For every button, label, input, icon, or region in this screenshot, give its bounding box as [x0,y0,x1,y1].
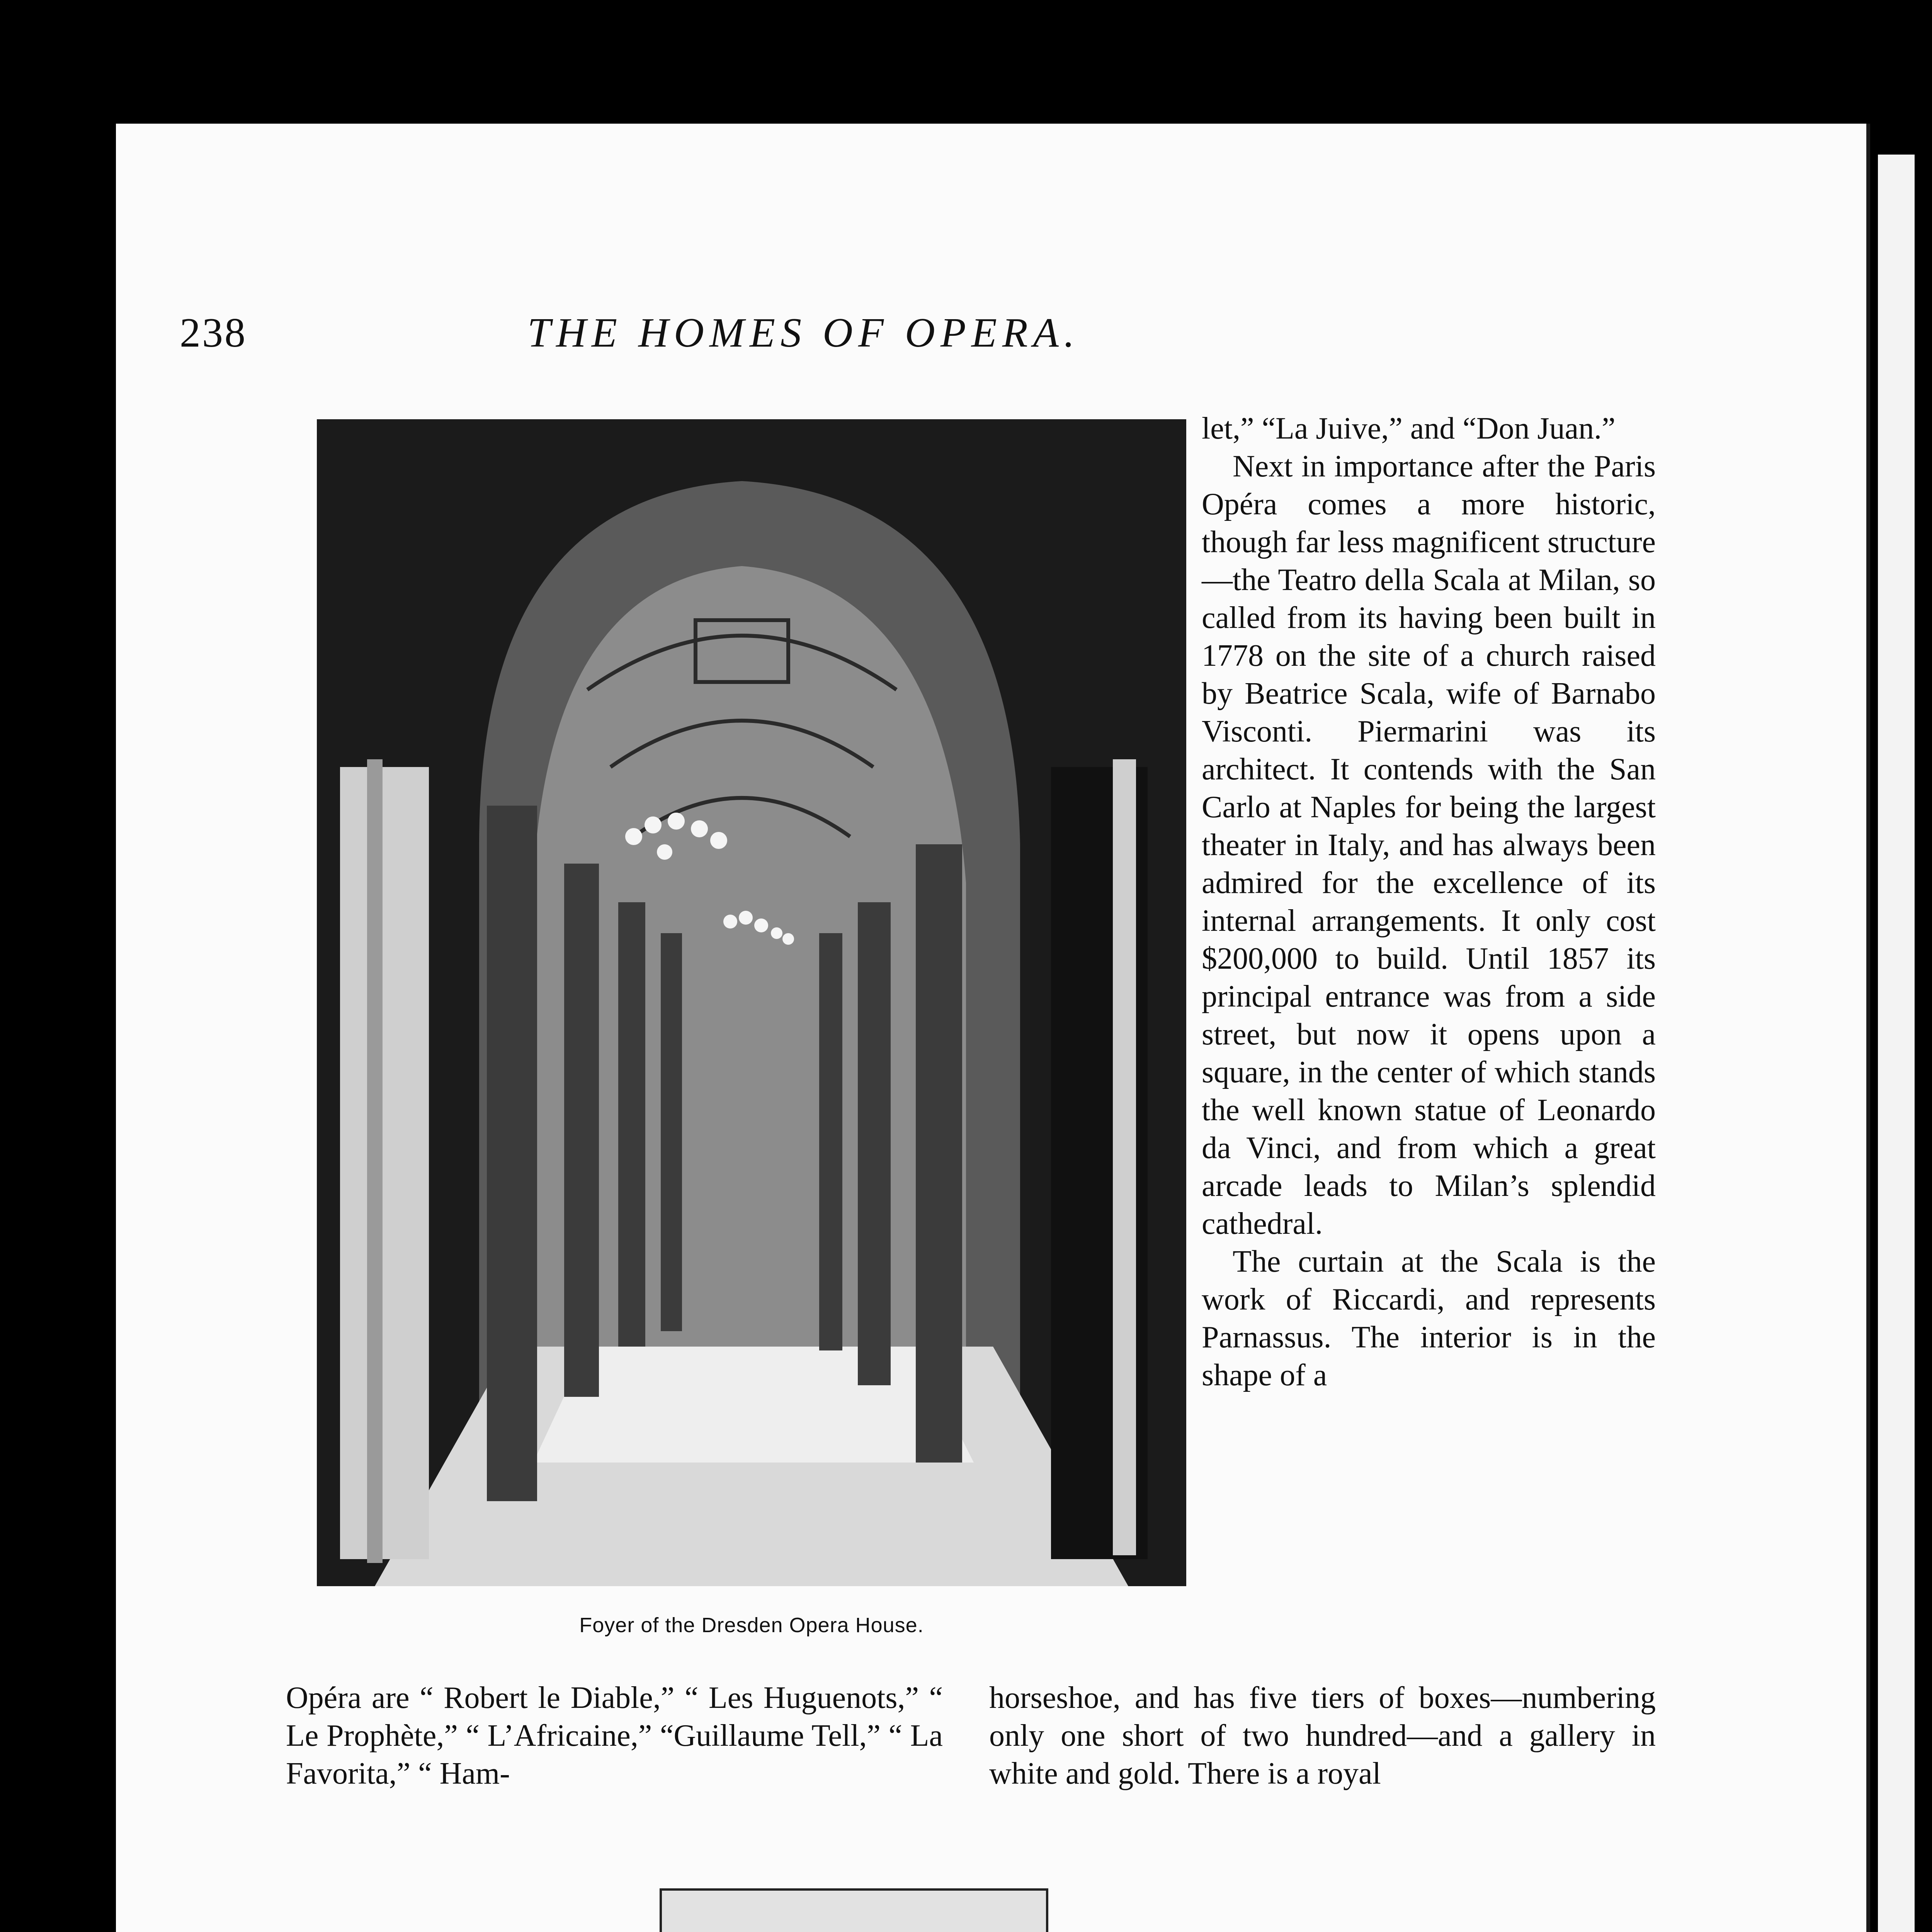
paragraph: Opéra are “ Robert le Diable,” “ Les Huguenots,” “ Le Prophète,” “ L’Africaine,” “Guillaume Tell,” “ La Favorita,” “ Ham- [286,1681,943,1791]
paragraph: horseshoe, and has five tiers of boxes—numbering only one short of two hundred—and a gallery in white and gold. There is a royal [989,1681,1656,1791]
bottom-left-text [286,1679,943,1793]
foyer-illustration [317,419,1186,1586]
next-page-edge [1878,155,1915,1932]
paragraph: let,” “La Juive,” and “Don Juan.” [1202,412,1616,446]
right-text-column [1202,410,1656,1394]
figure-caption-foyer: Foyer of the Dresden Opera House. [579,1614,924,1637]
page-number: 238 [180,310,247,356]
page-header [180,309,1656,363]
bottom-right-text [989,1679,1656,1793]
berlin-opera-house-illustration [294,1839,1654,1932]
running-head: THE HOMES OF OPERA. [527,310,1080,356]
paragraph: The curtain at the Scala is the work of Riccardi, and represents Parnassus. The interior is in the shape of a [1202,1245,1656,1392]
paragraph: Next in importance after the Paris Opéra comes a more historic, though far less magnificent structure —the Teatro della Scala at Milan, so called from its having been built in 1778 on the site of a church raised by Beatrice Scala, wife of Barnabo Visconti. Piermarini was its architect. It contends with the San Carlo at Naples for being the largest theater in Italy, and has always been admired for the excellence of its internal arrangements. It only cost $200,000 to build. Until 1857 its principal entrance was from a side street, but now it opens upon a square, in the center of which stands the well known statue of Leonardo da Vinci, and from which a great arcade leads to Milan’s splendid cathedral. [1202,449,1656,1241]
